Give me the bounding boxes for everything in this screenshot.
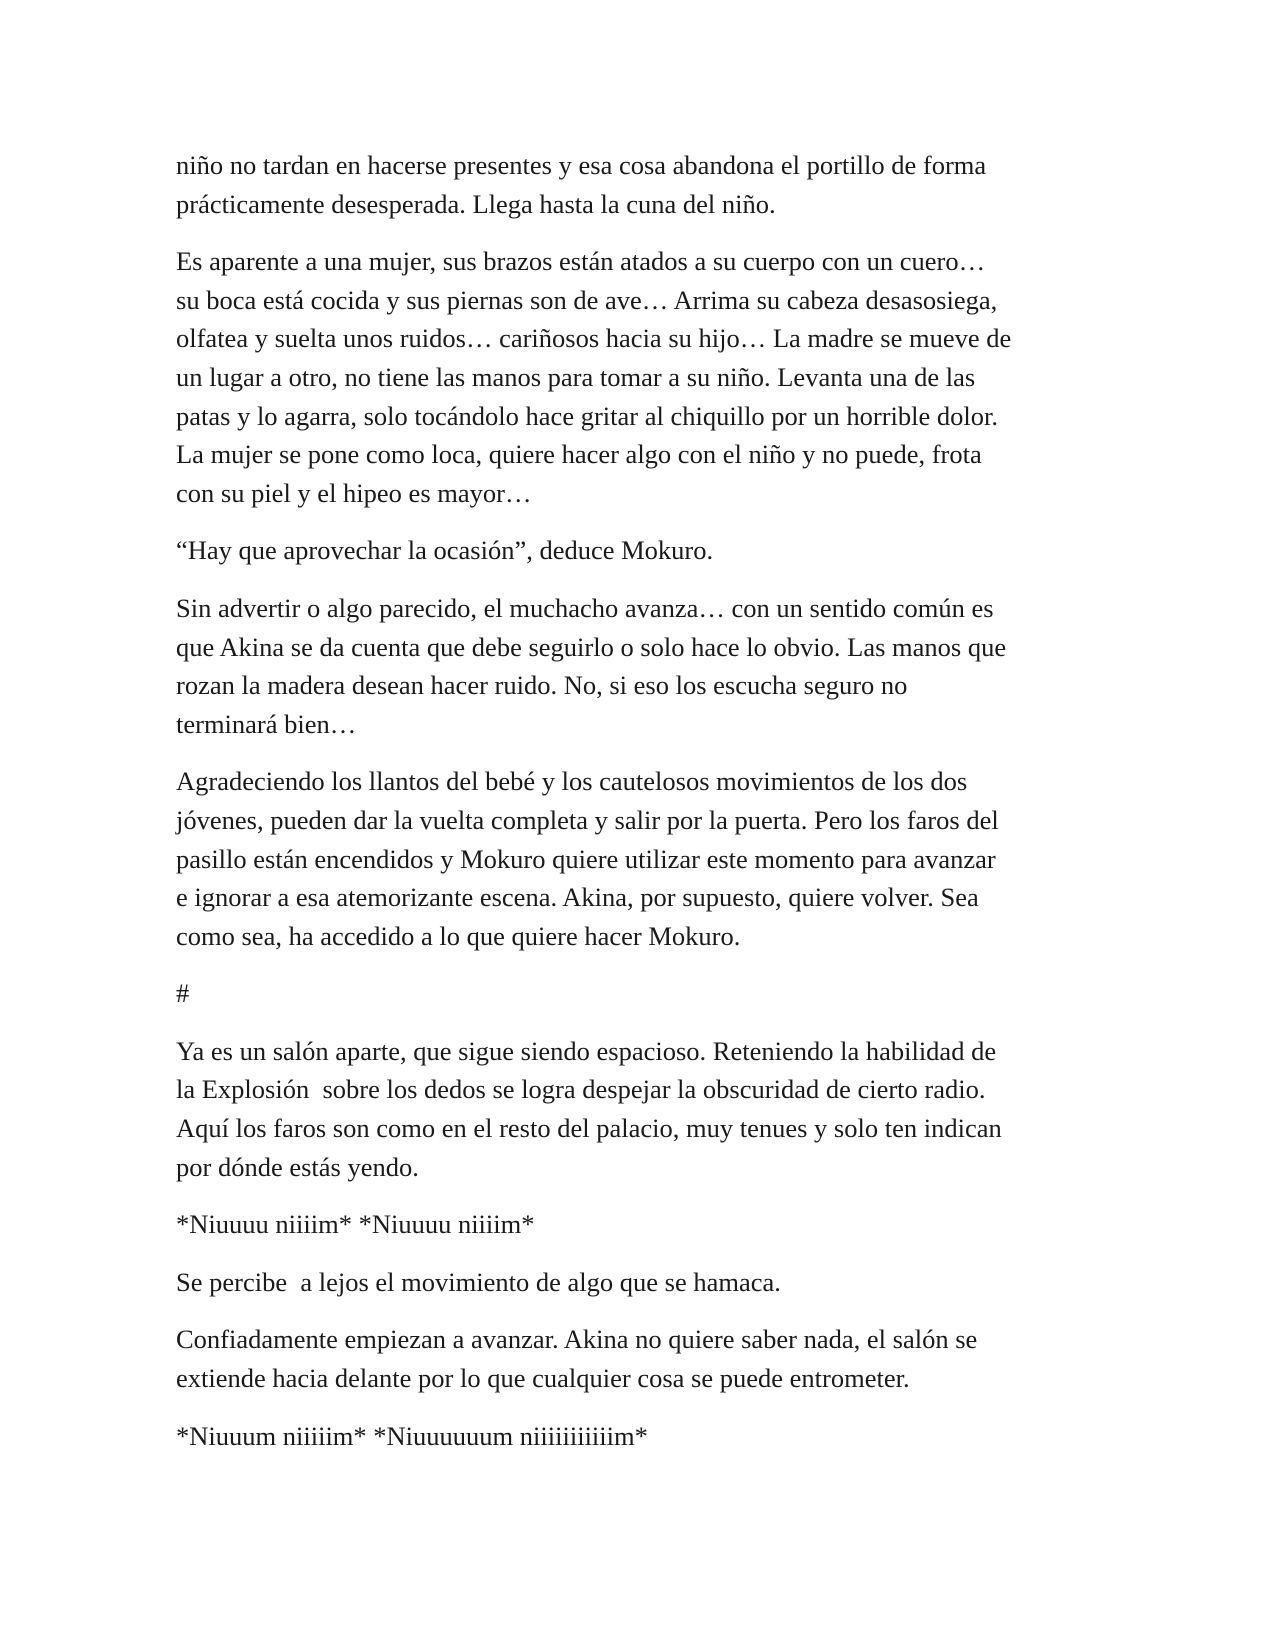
document-page <box>176 146 1096 1474</box>
paragraph: Ya es un salón aparte, que sigue siendo espacioso. Reteniendo la habilidad de la Explosión sobre los dedos se logra despejar la obscuridad de cierto radio. Aquí los faros son como en el resto del palacio, muy tenues y solo ten indican por dónde estás yendo. <box>176 1035 1002 1182</box>
paragraph: Confiadamente empiezan a avanzar. Akina no quiere saber nada, el salón se extiende hacia delante por lo que cualquier cosa se puede entrometer. <box>176 1324 978 1394</box>
section-break: # <box>176 978 190 1009</box>
paragraph: niño no tardan en hacerse presentes y esa cosa abandona el portillo de forma prácticamente desesperada. Llega hasta la cuna del niño. <box>176 150 987 219</box>
paragraph: Es aparente a una mujer, sus brazos están atados a su cuerpo con un cuero… su boca está cocida y sus piernas son de ave… Arrima su cabeza desasosiega, olfatea y suelta unos ruidos… cariñosos hacia su hijo… La madre se mueve de un lugar a otro, no tiene las manos para tomar a su niño. Levanta una de las patas y lo agarra, solo tocándolo hace gritar al chiquillo por un horrible dolor. La mujer se pone como loca, quiere hacer algo con el niño y no puede, frota con su piel y el hipeo es mayor… <box>176 246 1012 508</box>
paragraph: Sin advertir o algo parecido, el muchacho avanza… con un sentido común es que Akina se da cuenta que debe seguirlo o solo hace lo obvio. Las manos que rozan la madera desean hacer ruido. No, si eso los escucha seguro no terminará bien… <box>176 592 1007 739</box>
sound-effect: *Niuuuu niiiim* *Niuuuu niiiim* <box>176 1209 535 1240</box>
paragraph: Se percibe a lejos el movimiento de algo que se hamaca. <box>176 1266 781 1297</box>
sound-effect: *Niuuum niiiiim* *Niuuuuuum niiiiiiiiiiim* <box>176 1420 648 1451</box>
paragraph: “Hay que aprovechar la ocasión”, deduce Mokuro. <box>176 535 714 566</box>
paragraph: Agradeciendo los llantos del bebé y los cautelosos movimientos de los dos jóvenes, pueden dar la vuelta completa y salir por la puerta. Pero los faros del pasillo están encendidos y Mokuro quiere utilizar este momento para avanzar e ignorar a esa atemorizante escena. Akina, por supuesto, quiere volver. Sea como sea, ha accedido a lo que quiere hacer Mokuro. <box>176 766 999 951</box>
